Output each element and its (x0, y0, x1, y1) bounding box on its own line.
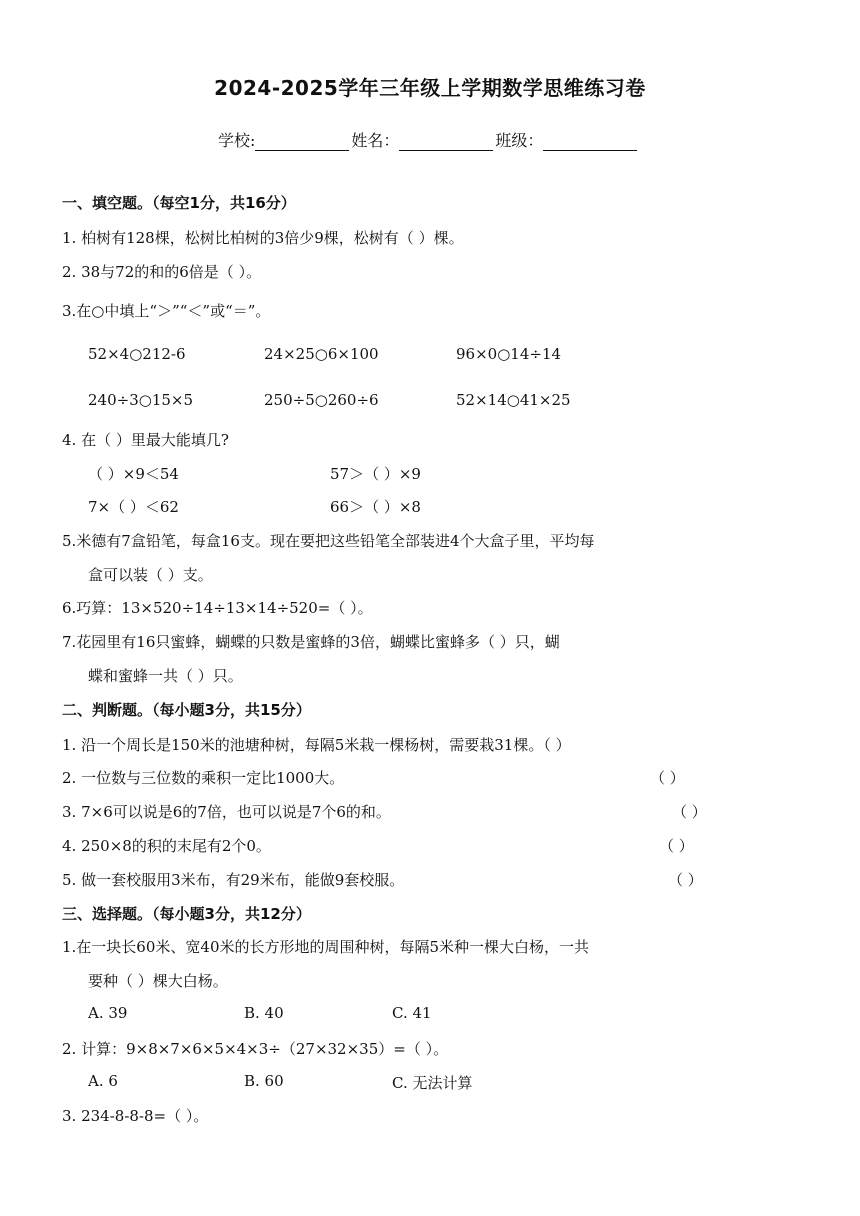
judge-item-5: 5. 做一套校服用3米布，有29米布，能做9套校服。 (62, 871, 405, 889)
fill-item: 66＞（ ）×8 (330, 498, 421, 516)
compare-item: 52×14○41×25 (456, 391, 571, 409)
school-field[interactable] (255, 134, 349, 151)
question-1-7-line1: 7.花园里有16只蜜蜂，蝴蝶的只数是蜜蜂的3倍，蝴蝶比蜜蜂多（ ）只，蝴 (62, 633, 560, 651)
choice-option[interactable]: A. 6 (88, 1072, 118, 1090)
section-2-heading: 二、判断题。（每小题3分，共15分） (62, 701, 311, 719)
choice-option[interactable]: C. 41 (392, 1004, 432, 1022)
student-info-line (218, 128, 639, 151)
answer-paren[interactable]: （ ） (672, 803, 707, 821)
choice-question-1-line1: 1.在一块长60米、宽40米的长方形地的周围种树，每隔5米种一棵大白杨，一共 (62, 938, 590, 956)
question-1-2: 2. 38与72的和的6倍是（ ）。 (62, 263, 262, 281)
compare-item: 240÷3○15×5 (88, 391, 194, 409)
judge-item-1: 1. 沿一个周长是150米的池塘种树，每隔5米栽一棵杨树，需要栽31棵。（ ） (62, 736, 571, 754)
choice-option[interactable]: B. 40 (244, 1004, 284, 1022)
judge-item-4: 4. 250×8的积的末尾有2个0。 (62, 837, 271, 855)
name-label: 姓名： (351, 131, 400, 150)
section-1-heading: 一、填空题。（每空1分，共16分） (62, 194, 296, 212)
fill-item: 7×（ ）＜62 (88, 498, 179, 516)
answer-paren[interactable]: （ ） (668, 871, 703, 889)
fill-item: （ ）×9＜54 (88, 465, 179, 483)
compare-item: 250÷5○260÷6 (264, 391, 379, 409)
question-1-5-line1: 5.米德有7盒铅笔，每盒16支。现在要把这些铅笔全部装进4个大盒子里，平均每 (62, 532, 595, 550)
page-title: 2024-2025学年三年级上学期数学思维练习卷 (214, 76, 646, 100)
judge-item-2: 2. 一位数与三位数的乘积一定比1000大。 (62, 769, 345, 787)
name-field[interactable] (399, 134, 493, 151)
choice-question-2: 2. 计算：9×8×7×6×5×4×3÷（27×32×35）=（ ）。 (62, 1040, 449, 1058)
judge-item-3: 3. 7×6可以说是6的7倍，也可以说是7个6的和。 (62, 803, 391, 821)
fill-item: 57＞（ ）×9 (330, 465, 421, 483)
choice-option[interactable]: C. 无法计算 (392, 1074, 473, 1092)
compare-item: 96×0○14÷14 (456, 345, 562, 363)
question-1-7-line2: 蝶和蜜蜂一共（ ）只。 (88, 667, 243, 685)
choice-question-1-line2: 要种（ ）棵大白杨。 (88, 972, 228, 990)
choice-question-3: 3. 234-8-8-8=（ ）。 (62, 1107, 209, 1125)
choice-option[interactable]: A. 39 (88, 1004, 128, 1022)
compare-item: 52×4○212-6 (88, 345, 186, 363)
question-1-1: 1. 柏树有128棵，松树比柏树的3倍少9棵，松树有（ ）棵。 (62, 229, 464, 247)
choice-option[interactable]: B. 60 (244, 1072, 284, 1090)
question-1-6: 6.巧算：13×520÷14÷13×14÷520=（ ）。 (62, 599, 373, 617)
school-label: 学校: (218, 131, 256, 150)
answer-paren[interactable]: （ ） (650, 769, 685, 787)
question-1-3: 3.在○中填上“＞”“＜”或“＝”。 (62, 302, 271, 320)
question-1-5-line2: 盒可以装（ ）支。 (88, 566, 213, 584)
section-3-heading: 三、选择题。（每小题3分，共12分） (62, 905, 311, 923)
answer-paren[interactable]: （ ） (659, 837, 694, 855)
class-field[interactable] (543, 134, 637, 151)
compare-item: 24×25○6×100 (264, 345, 379, 363)
class-label: 班级： (495, 131, 544, 150)
question-1-4: 4. 在（ ）里最大能填几? (62, 431, 229, 449)
